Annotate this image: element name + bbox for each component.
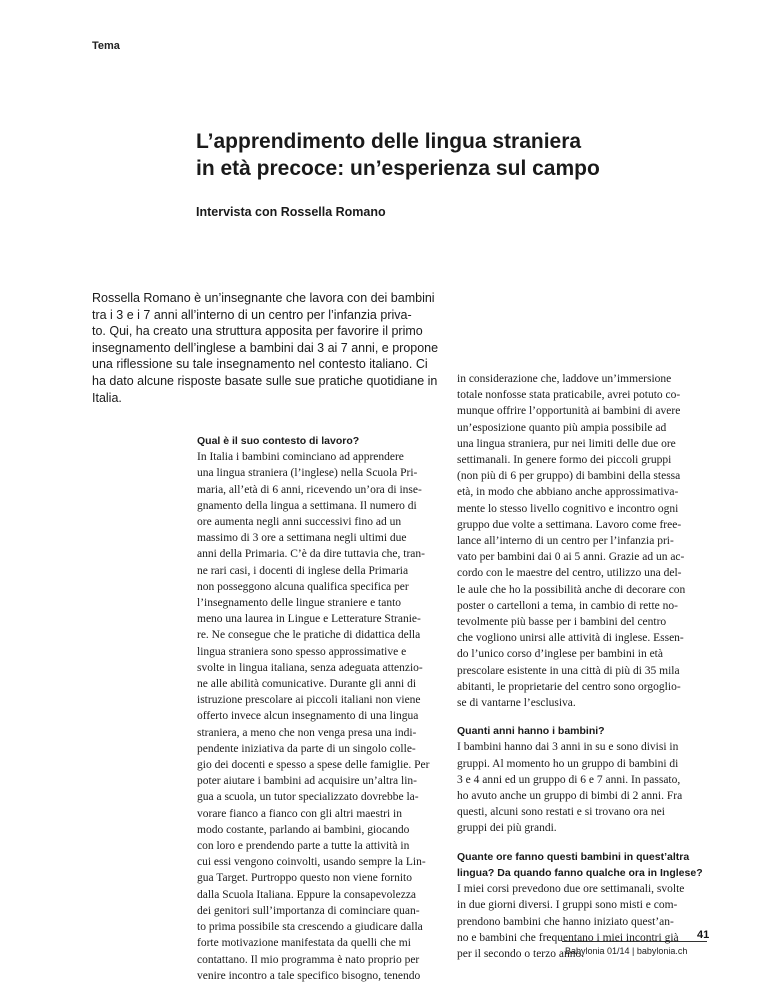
text-line: gruppo due volte a settimana. Lavoro come free- — [457, 518, 682, 531]
text-line: massimo di 3 ore a settimana negli ultimi due — [197, 532, 407, 545]
intro-line: ha dato alcune risposte basate sulle sue pratiche quotidiane in — [92, 373, 438, 388]
text-line: munque offrire l’opportunità ai bambini di avere — [457, 405, 681, 418]
article-subtitle: Intervista con Rossella Romano — [196, 205, 386, 219]
question-heading: Qual è il suo contesto di lavoro? — [197, 435, 360, 447]
intro-line: Italia. — [92, 390, 122, 405]
text-line: vorare fianco a fianco con gli altri maestri in — [197, 807, 402, 820]
text-line: poster o cartelloni a tema, in cambio di rette no- — [457, 599, 678, 612]
text-line: età, in modo che abbiano anche approssimativa- — [457, 486, 679, 499]
text-line: settimanali. In genere formo dei piccoli gruppi — [457, 454, 672, 467]
right-column — [457, 371, 709, 962]
text-line: una lingua straniera (l’inglese) nella Scuola Pri- — [197, 467, 418, 480]
intro-line: to. Qui, ha creato una struttura apposita per favorire il primo — [92, 324, 423, 339]
answer-paragraph — [197, 449, 443, 984]
text-line: (non più di 6 per gruppo) di bambini della stessa — [457, 470, 681, 483]
article-title — [196, 128, 716, 182]
text-line: contattano. Il mio programma è nato proprio per — [197, 953, 420, 966]
text-line: in considerazione che, laddove un’immersione — [457, 373, 672, 385]
text-line: lingua? Da quando fanno qualche ora in Inglese? — [457, 866, 703, 879]
text-line: lingua straniera sono spesso approssimative e — [197, 645, 407, 658]
text-line: pendente iniziativa da parte di un singolo colle- — [197, 742, 416, 755]
footer-divider — [562, 941, 707, 942]
text-line: venire incontro a tale specifico bisogno, tenendo — [197, 969, 421, 982]
section-tag: Tema — [92, 40, 120, 52]
text-line: maria, all’età di 6 anni, ricevendo un’ora di inse- — [197, 483, 422, 496]
text-line: dei genitori sull’importanza di cominciare quan- — [197, 904, 420, 917]
text-line: I miei corsi prevedono due ore settimanali, svolte — [457, 883, 685, 896]
text-line: ne rari casi, i docenti di inglese della Primaria — [197, 564, 409, 577]
text-line: offerto invece alcun insegnamento di una lingua — [197, 710, 419, 723]
answer-paragraph — [457, 739, 709, 836]
text-line: un’esposizione quanto più ampia possibile ad — [457, 421, 667, 434]
text-line: modo costante, parlando ai bambini, giocando — [197, 823, 410, 836]
text-line: do l’unico corso d’inglese per bambini in età — [457, 648, 663, 661]
intro-line: Rossella Romano è un’insegnante che lavora con dei bambini — [92, 291, 435, 305]
text-line: svolte in lingua italiana, senza adeguata attenzio- — [197, 661, 423, 674]
text-line: meno una laurea in Lingue e Letterature Stranie- — [197, 613, 421, 626]
text-line: una lingua straniera, pur nei limiti delle due ore — [457, 437, 676, 450]
text-line: In Italia i bambini cominciano ad apprendere — [197, 451, 404, 464]
text-line: anni della Primaria. C’è da dire tuttavia che, tran- — [197, 548, 425, 561]
text-line: vato per bambini dai 0 ai 5 anni. Grazie ad un ac- — [457, 551, 685, 564]
text-line: se di vantarne l’esclusiva. — [457, 697, 576, 710]
text-line: tevolmente più basse per i bambini del centro — [457, 616, 667, 629]
text-line: gruppi. Al momento ho un gruppo di bambini di — [457, 757, 679, 770]
text-line: gua Target. Purtroppo questo non viene fornito — [197, 872, 412, 885]
text-line: le aule che ho la possibilità anche di decorare con — [457, 583, 686, 596]
text-line: gio dei docenti e spesso a spese delle famiglie. Per — [197, 759, 430, 772]
text-line: I bambini hanno dai 3 anni in su e sono divisi in — [457, 741, 679, 754]
text-line: l’insegnamento delle lingue straniere e tanto — [197, 597, 402, 610]
text-line: poter aiutare i bambini ad acquisire un’altra lin- — [197, 775, 418, 788]
text-line: per il secondo o terzo anno. — [457, 947, 585, 960]
text-line: in due giorni diversi. I gruppi sono misti e com- — [457, 899, 678, 912]
text-line: re. Ne consegue che le pratiche di didattica della — [197, 629, 421, 642]
text-line: gruppi dei più grandi. — [457, 822, 557, 835]
text-line: cordo con le maestre del centro, utilizzo una del- — [457, 567, 682, 580]
text-line: Quante ore fanno questi bambini in quest’altra — [457, 850, 690, 863]
text-line: no e bambini che frequentano i miei incontri già — [457, 931, 679, 944]
text-line: con loro e prendendo parte a tutte la attività in — [197, 840, 410, 853]
intro-paragraph — [92, 290, 452, 406]
intro-line: insegnamento dell’inglese a bambini dai 3 ai 7 anni, e propone — [92, 340, 439, 355]
page-number: 41 — [697, 929, 710, 941]
text-line: totale nonfosse stata praticabile, avrei potuto co- — [457, 389, 681, 402]
question-heading: Quanti anni hanno i bambini? — [457, 725, 605, 738]
text-line: ore aumenta negli anni successivi fino ad un — [197, 516, 402, 529]
text-line: dalla Scuola Italiana. Eppure la consapevolezza — [197, 888, 417, 901]
text-line: ne alle abilità comunicative. Durante gli anni di — [197, 678, 417, 691]
text-line: to prima possibile sta crescendo a giudicare dalla — [197, 921, 423, 934]
text-line: forte motivazione manifestata da quelli che mi — [197, 937, 411, 950]
text-line: straniera, a meno che non venga presa una indi- — [197, 726, 417, 739]
text-line: gua a scuola, un tutor specializzato dovrebbe la- — [197, 791, 419, 804]
text-line: istruzione prescolare ai piccoli italiani non viene — [197, 694, 421, 707]
intro-line: una riflessione su tale insegnamento nel contesto italiano. Ci — [92, 357, 428, 372]
text-line: gnamento della lingua a settimana. Il numero di — [197, 499, 417, 512]
title-line: L’apprendimento delle lingua straniera — [196, 130, 582, 153]
text-line: abitanti, le proprietarie del centro sono orgoglio- — [457, 680, 681, 693]
text-line: cui essi vengono coinvolti, usando sempre la Lin- — [197, 856, 426, 869]
text-line: 3 e 4 anni ed un gruppo di 6 e 7 anni. In passato, — [457, 773, 681, 786]
text-line: ho avuto anche un gruppo di bimbi di 2 anni. Fra — [457, 790, 683, 803]
continuation-paragraph — [457, 371, 709, 711]
intro-line: tra i 3 e i 7 anni all’interno di un centro per l’infanzia priva- — [92, 307, 412, 322]
text-line: non posseggono alcuna qualifica specifica per — [197, 580, 409, 593]
text-line: lance all’interno di un centro per l’infanzia pri- — [457, 535, 674, 548]
text-line: prescolare esistente in una città di più di 35 mila — [457, 664, 680, 677]
title-line: in età precoce: un’esperienza sul campo — [196, 157, 600, 180]
question-heading — [457, 849, 709, 881]
text-line: questi, alcuni sono restati e si trovano ora nei — [457, 806, 665, 819]
text-line: che vogliono unirsi alle attività di inglese. Essen- — [457, 632, 684, 645]
publication-footer: Babylonia 01/14 | babylonia.ch — [565, 946, 688, 956]
text-line: prendono bambini che hanno iniziato quest’an- — [457, 915, 674, 928]
left-column — [197, 433, 443, 984]
text-line: mente lo stesso livello cognitivo e incontro ogni — [457, 502, 679, 515]
